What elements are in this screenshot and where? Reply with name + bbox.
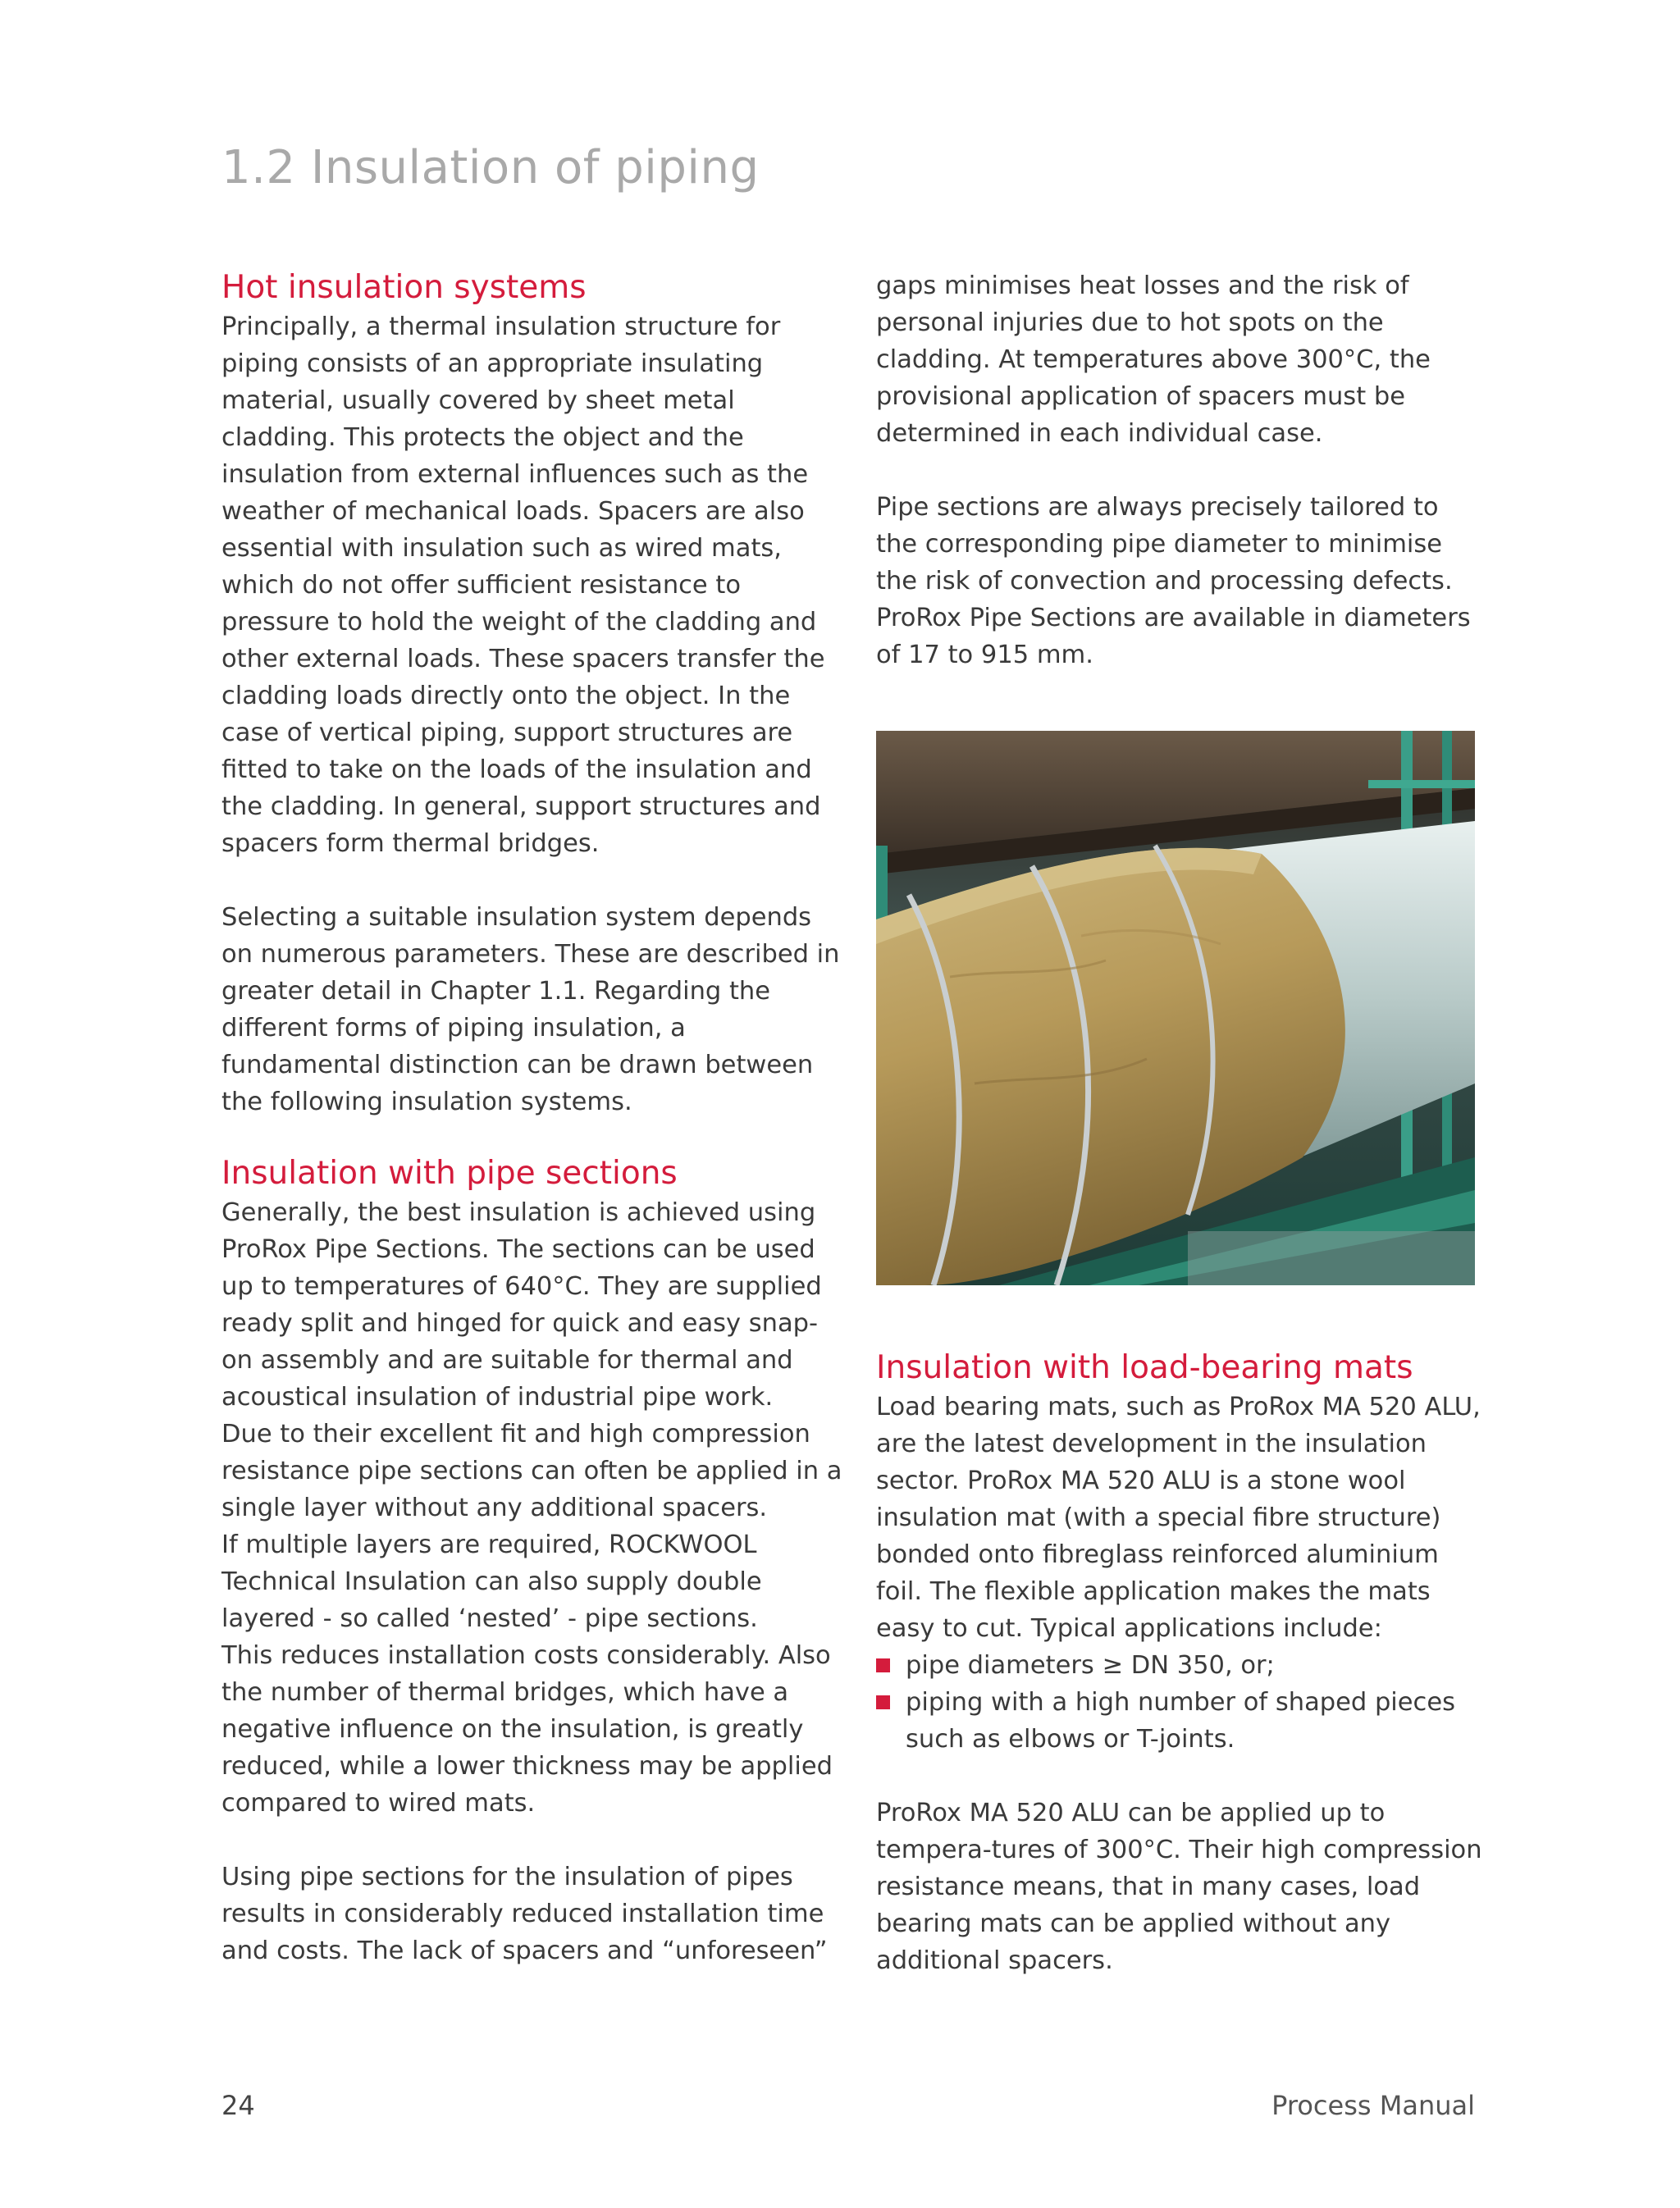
paragraph-excellent-fit: Due to their excellent fit and high compression resistance pipe sections can often be applied in a single layer without any additional spacers. bbox=[221, 1420, 842, 1522]
bullet-square-icon bbox=[876, 1658, 890, 1672]
heading-load-bearing-mats: Insulation with load-bearing mats bbox=[876, 1349, 1413, 1386]
right-column bbox=[876, 267, 1483, 1979]
paragraph-reduces-costs: This reduces installation costs considerably. Also the number of thermal bridges, which have a negative influence on the insulation, is greatly reduced, while a lower thickness may be applied compared to wired mats. bbox=[221, 1641, 833, 1818]
page-number: 24 bbox=[221, 2090, 255, 2121]
page-title: 1.2 Insulation of piping bbox=[221, 141, 760, 194]
heading-hot-insulation-systems: Hot insulation systems bbox=[221, 269, 587, 306]
paragraph-tailored-sections: Pipe sections are always precisely tailored to the corresponding pipe diameter to minimise the risk of convection and processing defects. ProRox Pipe Sections are available in diameters of 17 to 915 mm. bbox=[876, 493, 1471, 669]
manual-title: Process Manual bbox=[1271, 2090, 1475, 2121]
paragraph-using-pipe-sections: Using pipe sections for the insulation of pipes results in considerably reduced installation time and costs. The lack of spacers and “unforeseen” bbox=[221, 1863, 828, 1965]
paragraph-selecting-system: Selecting a suitable insulation system depends on numerous parameters. These are described in greater detail in Chapter 1.1. Regarding the different forms of piping insulation, a fundamental distinction can be drawn between the following insulation systems. bbox=[221, 903, 840, 1116]
paragraph-prorox-pipe-sections: Generally, the best insulation is achieved using ProRox Pipe Sections. The sections can be used up to temperatures of 640°C. They are supplied ready split and hinged for quick and easy snap-on assembly and are suitable for thermal and acoustical insulation of industrial pipe work. bbox=[221, 1198, 822, 1412]
list-item: pipe diameters ≥ DN 350, or; bbox=[876, 1647, 1483, 1684]
heading-pipe-sections: Insulation with pipe sections bbox=[221, 1155, 678, 1192]
paragraph-load-bearing-mats: Load bearing mats, such as ProRox MA 520 ALU, are the latest development in the insulation sector. ProRox MA 520 ALU is a stone wool insulation mat (with a special fibre structure) bonded onto fibreglass reinforced aluminium foil. The flexible application makes the mats easy to cut. Typical applications include: bbox=[876, 1393, 1481, 1643]
insulated-pipe-photo bbox=[876, 731, 1475, 1285]
paragraph-gaps-heat-losses: gaps minimises heat losses and the risk of personal injuries due to hot spots on the cladding. At temperatures above 300°C, the provisional application of spacers must be determined in each individual case. bbox=[876, 271, 1431, 448]
list-item: piping with a high number of shaped pieces such as elbows or T-joints. bbox=[876, 1684, 1483, 1758]
paragraph-insulation-structure: Principally, a thermal insulation structure for piping consists of an appropriate insulating material, usually covered by sheet metal cladding. This protects the object and the insulation from external influences such as the weather of mechanical loads. Spacers are also essential with insulation such as wired mats, which do not offer sufficient resistance to pressure to hold the weight of the cladding and other external loads. These spacers transfer the cladding loads directly onto the object. In the case of vertical piping, support structures are fitted to take on the loads of the insulation and the cladding. In general, support structures and spacers form thermal bridges. bbox=[221, 312, 825, 858]
applications-list bbox=[876, 1647, 1483, 1758]
bullet-square-icon bbox=[876, 1695, 890, 1709]
paragraph-prorox-temperatures: ProRox MA 520 ALU can be applied up to tempera-tures of 300°C. Their high compression resistance means, that in many cases, load bearing mats can be applied without any additional spacers. bbox=[876, 1799, 1482, 1975]
paragraph-multiple-layers: If multiple layers are required, ROCKWOOL Technical Insulation can also supply double layered - so called ‘nested’ - pipe sections. bbox=[221, 1531, 762, 1633]
left-column bbox=[221, 267, 845, 1969]
